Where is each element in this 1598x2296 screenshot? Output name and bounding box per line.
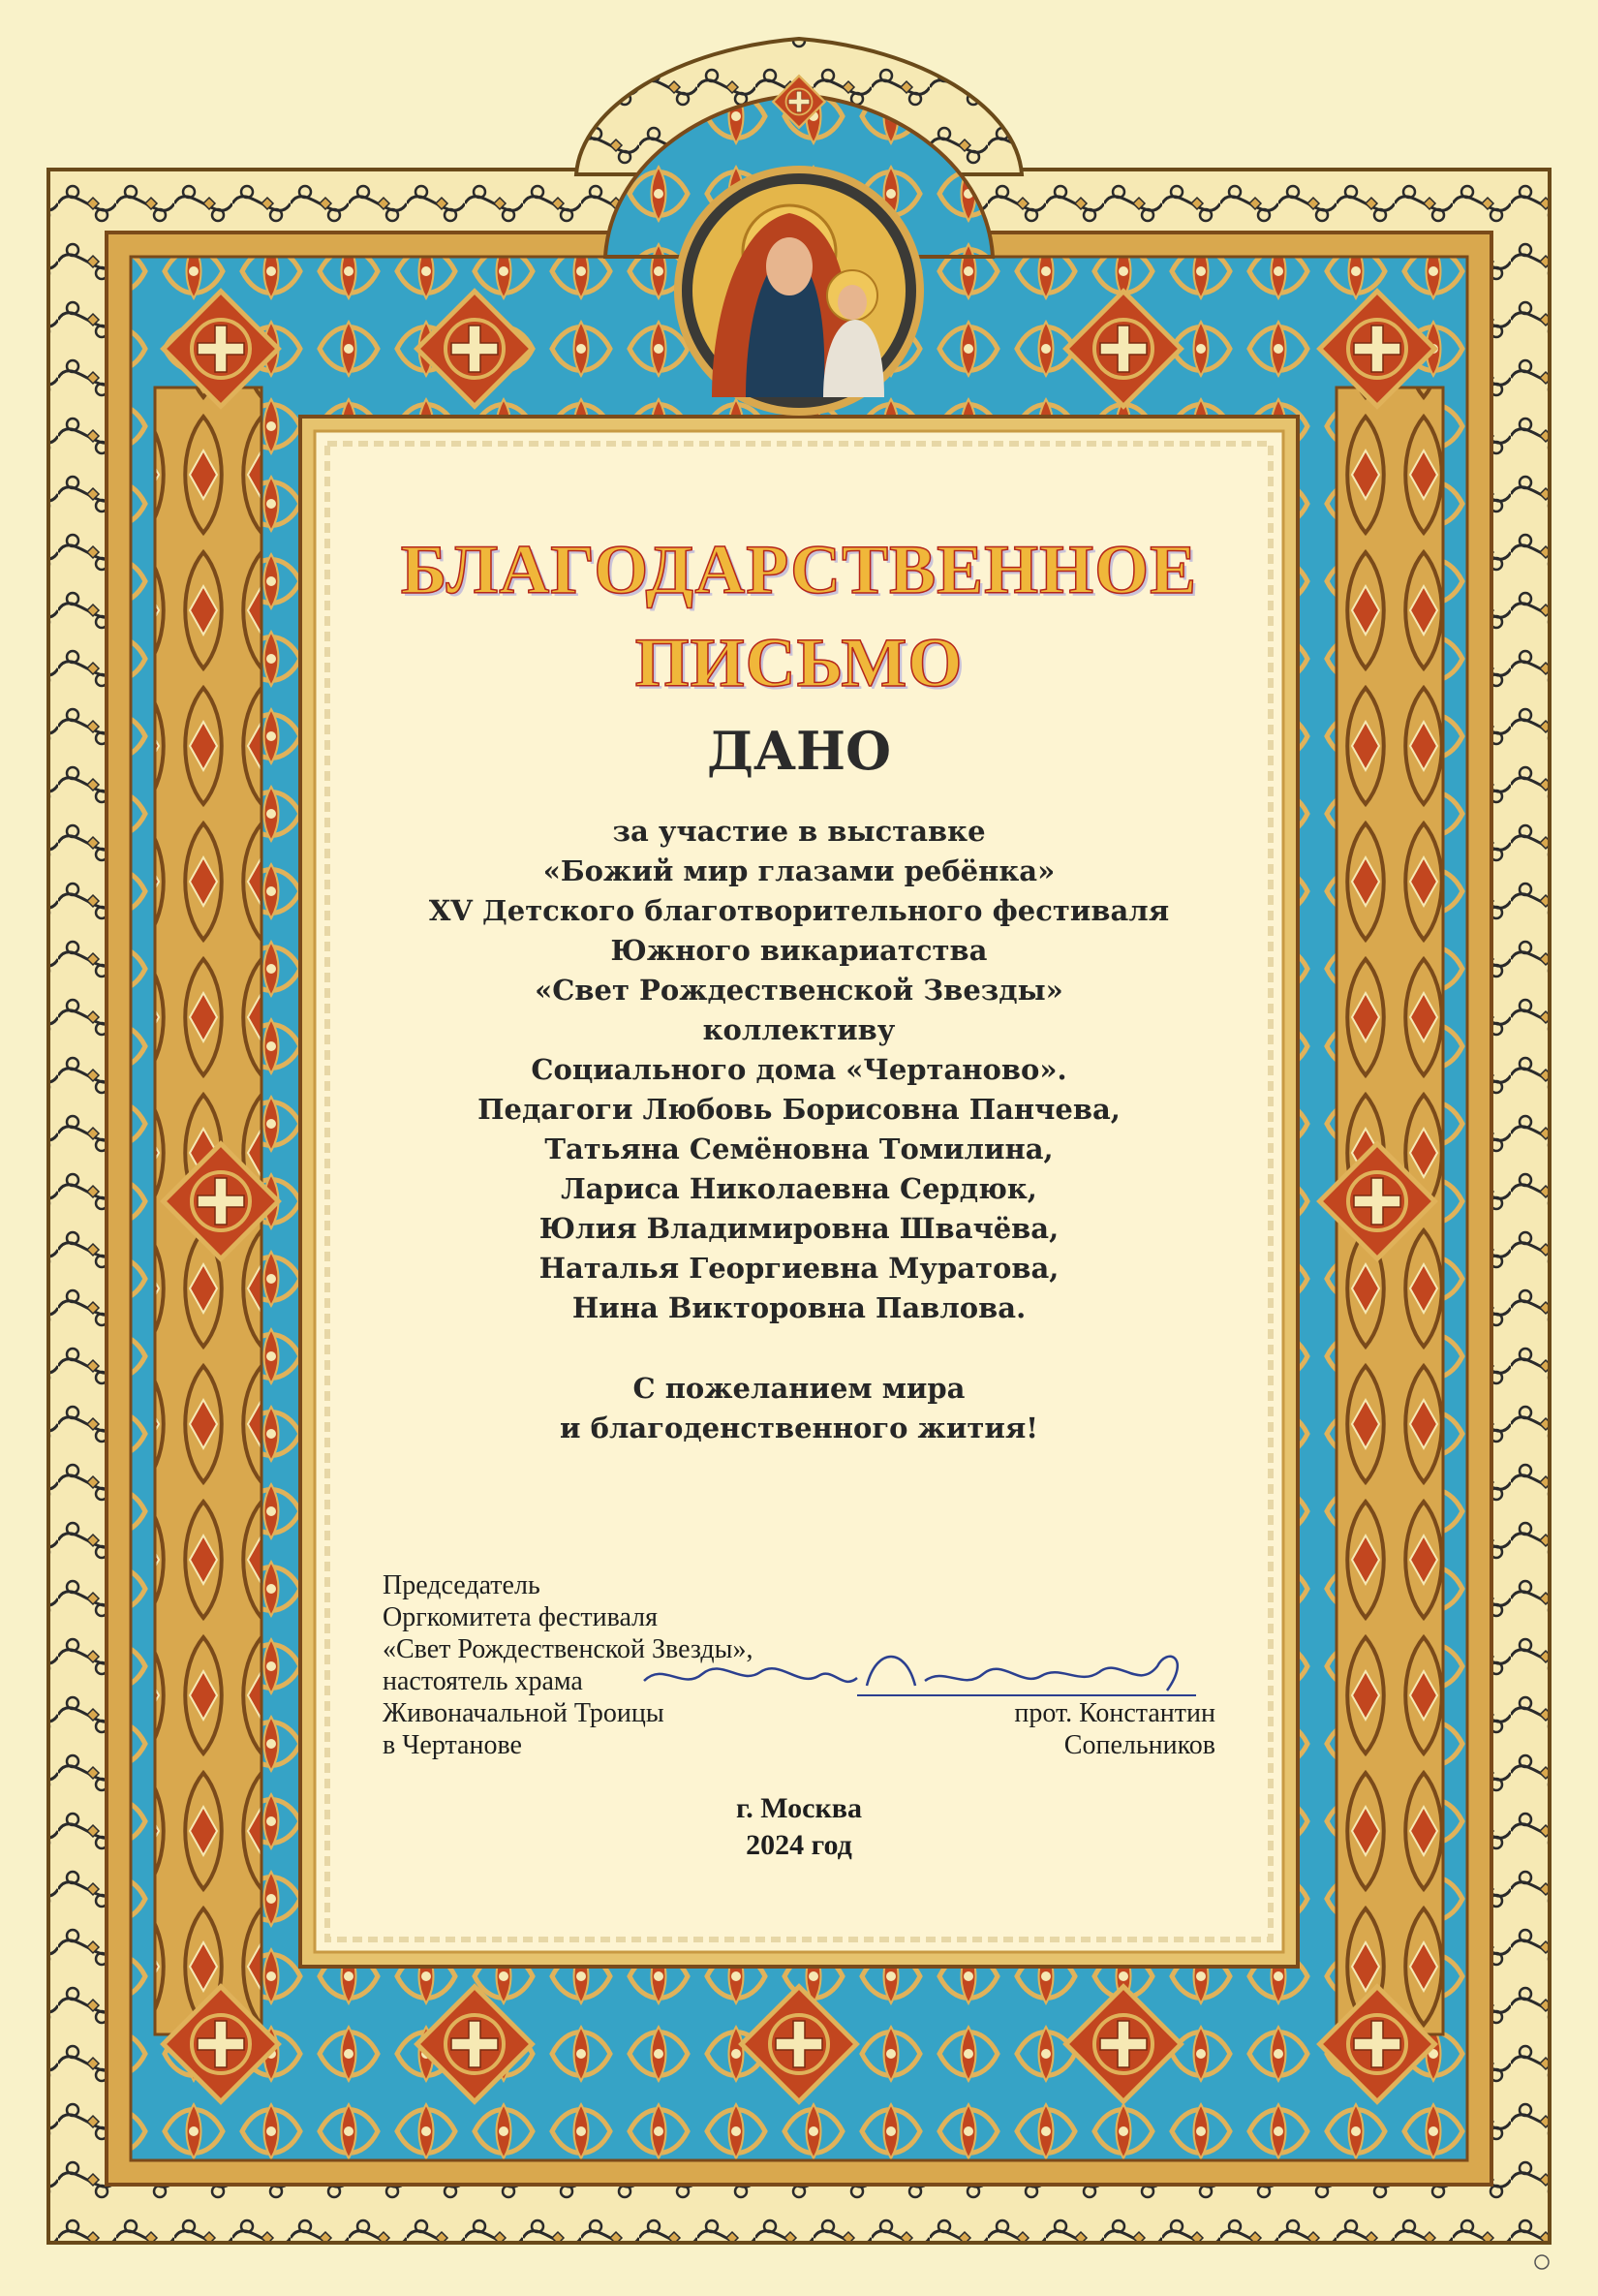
title-line-1: БЛАГОДАРСТВЕННОЕ	[400, 531, 1198, 608]
body-line: «Божий мир глазами ребёнка»	[542, 854, 1056, 887]
wishes-line: и благоденственного жития!	[560, 1412, 1038, 1444]
city: г. Москва	[736, 1792, 862, 1824]
body-line: коллективу	[702, 1013, 896, 1046]
signatory-line: «Свет Рождественской Звезды»,	[383, 1634, 753, 1664]
signatory-name	[1014, 1697, 1215, 1761]
body-line: Наталья Георгиевна Муратова,	[538, 1252, 1060, 1285]
body-line: за участие в выставке	[612, 815, 986, 848]
body-line: «Свет Рождественской Звезды»	[535, 974, 1063, 1007]
body-line: Южного викариатства	[610, 934, 988, 967]
body-line: Лариса Николаевна Сердюк,	[561, 1172, 1037, 1205]
signatory-name-line: прот. Константин	[1014, 1698, 1215, 1728]
year: 2024 год	[746, 1829, 852, 1861]
signature-block	[383, 1569, 1215, 1763]
wishes-text	[329, 1369, 1269, 1448]
signatory-line: настоятель храма	[383, 1666, 583, 1696]
signatory-line: Председатель	[383, 1570, 540, 1600]
body-line: XV Детского благотворительного фестиваля	[428, 894, 1170, 927]
certificate-content	[329, 426, 1269, 1947]
certificate-title	[329, 523, 1269, 709]
wishes-line: С пожеланием мира	[632, 1372, 966, 1405]
signatory-line: Оргкомитета фестиваля	[383, 1602, 659, 1632]
body-line: Педагоги Любовь Борисовна Панчева,	[477, 1093, 1121, 1126]
given-heading: ДАНО	[706, 720, 892, 782]
theotokos-icon	[678, 170, 920, 412]
body-line: Татьяна Семёновна Томилина,	[544, 1132, 1054, 1165]
title-line-2: ПИСЬМО	[634, 624, 964, 701]
body-line: Нина Викторовна Павлова.	[571, 1291, 1027, 1324]
place-and-date	[329, 1790, 1269, 1864]
signatory-line: в Чертанове	[383, 1730, 522, 1760]
body-text	[329, 812, 1269, 1328]
body-line: Юлия Владимировна Швачёва,	[538, 1212, 1060, 1245]
body-line: Социального дома «Чертаново».	[531, 1053, 1067, 1086]
signatory-name-line: Сопельников	[1063, 1730, 1215, 1760]
signatory-line: Живоначальной Троицы	[383, 1698, 664, 1728]
